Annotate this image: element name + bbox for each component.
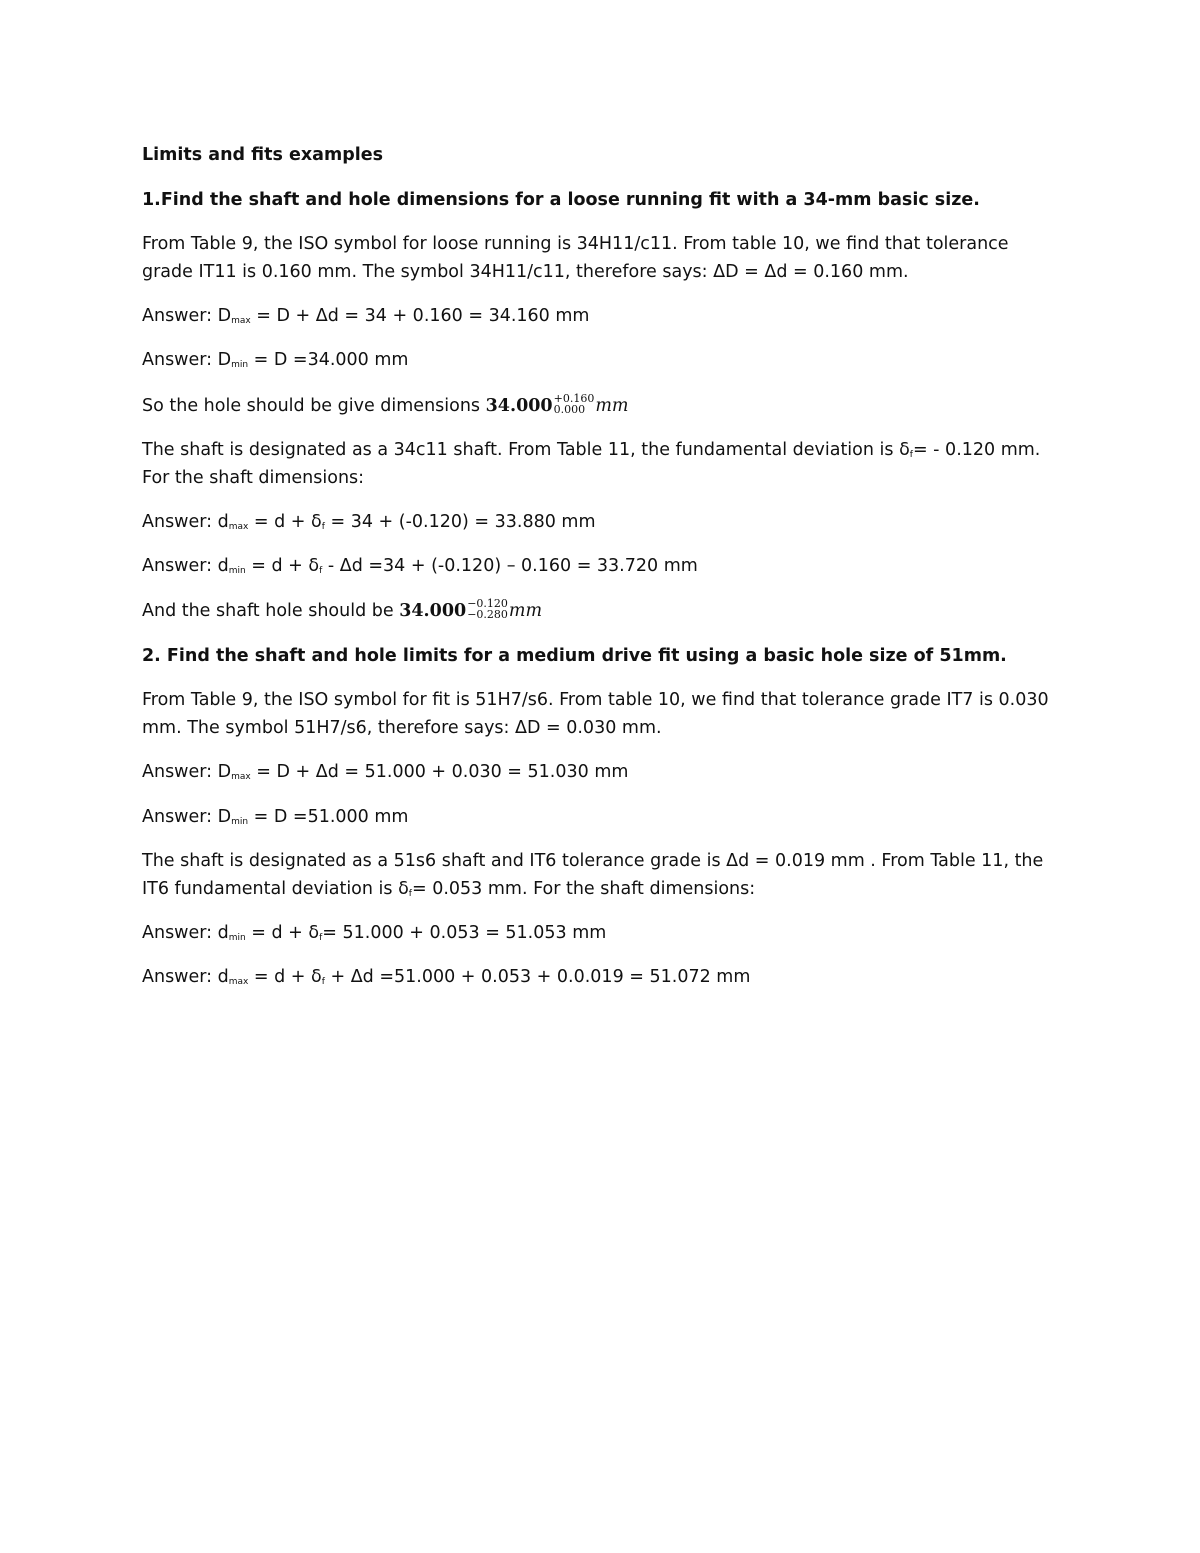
example-2-answer-dmin: Answer: $D_{min} = D =51.000$ mm: [142, 807, 409, 827]
example-2-answer-dmax-shaft: Answer: $d_{max} = d + \delta_f + \Delta d =51.000 + 0.053 + 0.0.019 = 51.072$ mm: [142, 967, 751, 987]
example-1-hole-dimensions: So the hole should be give dimensions 34.000 +0.160 0.000 mm: [142, 392, 629, 416]
example-2-answer-dmax: Answer: $D_{max} = D + \Delta d = 51.000 + 0.030 = 51.030$ mm: [142, 762, 629, 782]
example-1-heading: 1.Find the shaft and hole dimensions for a loose running fit with a 34-mm basic size.: [142, 190, 980, 210]
example-1-answer-dmax-shaft: Answer: $d_{max} = d + \delta_f = 34 + (-0.120) = 33.880$ mm: [142, 512, 596, 532]
example-2-shaft-intro: The shaft is designated as a 51s6 shaft and IT6 tolerance grade is Δd = 0.019 mm . From Table 11, the IT6 fundamental deviation is $\delta_f= 0.053$ mm. For the shaft dimensions:: [142, 851, 1044, 899]
example-1-intro: From Table 9, the ISO symbol for loose running is 34H11/c11. From table 10, we find that tolerance grade IT11 is 0.160 mm. The symbol 34H11/c11, therefore says: ΔD = Δd = 0.160 mm.: [142, 234, 1009, 282]
hole-tolerance: +0.160 0.000: [553, 392, 595, 416]
example-2-heading: 2. Find the shaft and hole limits for a medium drive fit using a basic hole size of 51mm.: [142, 646, 1007, 666]
example-2-intro: From Table 9, the ISO symbol for fit is 51H7/s6. From table 10, we find that tolerance grade IT7 is 0.030 mm. The symbol 51H7/s6, therefore says: ΔD = 0.030 mm.: [142, 690, 1049, 738]
example-1-shaft-intro: The shaft is designated as a 34c11 shaft. From Table 11, the fundamental deviation is $\delta_f= - 0.120$ mm. For the shaft dimensions:: [142, 440, 1041, 488]
example-1-shaft-dimensions: And the shaft hole should be 34.000 −0.120 −0.280 mm: [142, 597, 543, 621]
shaft-tolerance: −0.120 −0.280: [467, 597, 508, 621]
example-1-answer-dmax: Answer: $D_{max} = D + \Delta d = 34 + 0.160 = 34.160$ mm: [142, 306, 590, 326]
example-2-answer-dmin-shaft: Answer: $d_{min} = d + \delta_f= 51.000 + 0.053 = 51.053$ mm: [142, 923, 607, 943]
example-1-answer-dmin: Answer: $D_{min} = D =34.000$ mm: [142, 350, 409, 370]
document-title: Limits and fits examples: [142, 145, 384, 165]
example-1-answer-dmin-shaft: Answer: $d_{min} = d + \delta_f - \Delta d =34 + (-0.120) - 0.160 = 33.720$ mm: [142, 556, 698, 576]
